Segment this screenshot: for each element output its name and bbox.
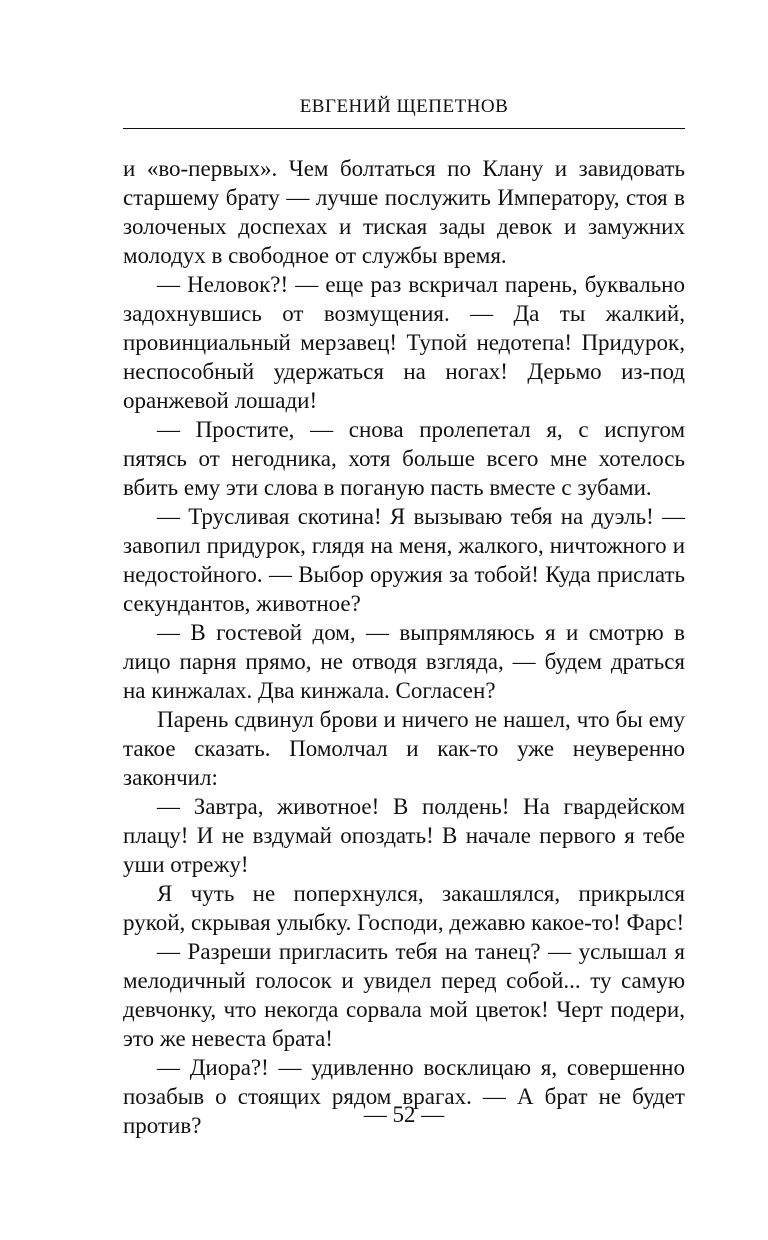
book-page [123,0,685,1240]
body-text [123,154,685,1140]
paragraph: — Разреши пригласить тебя на танец? — услышал я мелодичный голосок и увидел перед собой... ту самую девчонку, что некогда сорвала мой цветок! Черт подери, это же невеста брата! [123,939,685,1051]
paragraph: — Трусливая скотина! Я вызываю тебя на дуэль! — завопил придурок, глядя на меня, жалкого, ничтожного и недостойного. — Выбор оружия за тобой! Куда прислать секундантов, животное? [123,504,685,616]
running-head: ЕВГЕНИЙ ЩЕПЕТНОВ [299,96,509,117]
paragraph: — Неловок?! — еще раз вскричал парень, буквально задохнувшись от возмущения. — Да ты жалкий, провинциальный мерзавец! Тупой недотепа! Придурок, неспособный удержаться на ногах! Дерьмо из-под оранжевой лошади! [123,272,685,413]
paragraph: и «во-первых». Чем болтаться по Клану и завидовать старшему брату — лучше послужить Императору, стоя в золоченых доспехах и тиская зады девок и замужних молодух в свободное от службы время. [123,156,685,268]
header-rule [123,128,685,129]
paragraph: Я чуть не поперхнулся, закашлялся, прикрылся рукой, скрывая улыбку. Господи, дежавю какое-то! Фарс! [123,881,685,935]
paragraph: Парень сдвинул брови и ничего не нашел, что бы ему такое сказать. Помолчал и как-то уже неуверенно закончил: [123,707,685,790]
paragraph: — В гостевой дом, — выпрямляюсь я и смотрю в лицо парня прямо, не отводя взгляда, — будем драться на кинжалах. Два кинжала. Согласен? [123,620,685,703]
paragraph: — Завтра, животное! В полдень! На гвардейском плацу! И не вздумай опоздать! В начале первого я тебе уши отрежу! [123,794,685,877]
page-number: — 52 — [363,1102,445,1127]
paragraph: — Простите, — снова пролепетал я, с испугом пятясь от негодника, хотя больше всего мне хотелось вбить ему эти слова в поганую пасть вместе с зубами. [123,417,685,500]
paragraph: — Диора?! — удивленно восклицаю я, совершенно позабыв о стоящих рядом врагах. — А брат не будет против? [123,1055,685,1138]
